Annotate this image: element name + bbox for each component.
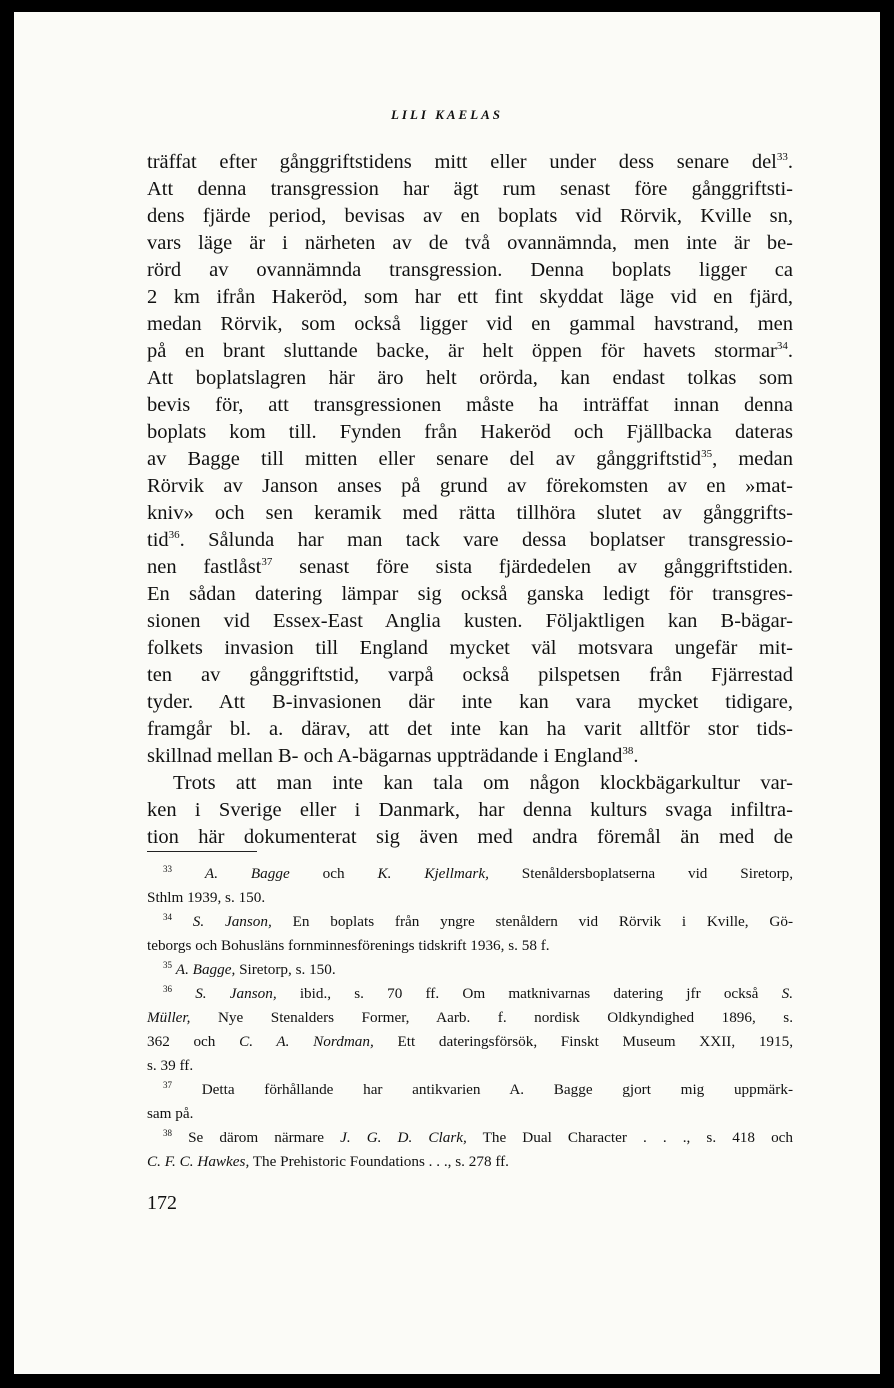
footnote-number: 33 — [163, 863, 172, 874]
footnote-line: $^{37}$ Detta förhållande har antikvarien A. Bagge gjort mig uppmärk- — [163, 1079, 794, 1098]
text-line: tion här dokumenterat sig även med andra föremål än med de — [147, 826, 793, 848]
text-line: vars läge är i närheten av de två ovannämnda, men inte är be- — [147, 232, 793, 254]
footnote-line: teborgs och Bohusläns fornminnesförenings tidskrift 1936, s. 58 f. — [147, 937, 550, 954]
text-line: medan Rörvik, som också ligger vid en gammal havstrand, men — [147, 313, 793, 335]
text-line: Trots att man inte kan tala om någon klockbägarkultur var- — [173, 772, 793, 794]
footnote-number: 35 — [163, 959, 172, 970]
footnote-line: $^{34}$ S. Janson, En boplats från yngre stenåldern vid Rörvik i Kville, Gö- — [163, 911, 793, 930]
footnote-rule — [147, 851, 257, 852]
footnote-number: 36 — [163, 983, 172, 994]
text-line: rörd av ovannämnda transgression. Denna boplats ligger ca — [147, 259, 793, 281]
text-line: ken i Sverige eller i Danmark, har denna kulturs svaga infiltra- — [147, 799, 793, 821]
footnote-line: 362 och C. A. Nordman, Ett dateringsförsök, Finskt Museum XXII, 1915, — [147, 1033, 793, 1050]
footnote-number: 37 — [163, 1079, 172, 1090]
footnote-number: 38 — [163, 1127, 172, 1138]
text-line: sionen vid Essex-East Anglia kusten. Följaktligen kan B-bägar- — [147, 610, 793, 632]
text-line: nen fastlåst$^{37}$ senast före sista fjärdedelen av gånggriftstiden. — [147, 556, 793, 578]
footnote-line: s. 39 ff. — [147, 1057, 194, 1074]
text-line: Att denna transgression har ägt rum senast före gånggriftsti- — [147, 178, 793, 200]
running-header: LILI KAELAS — [390, 107, 504, 122]
text-line: tid$^{36}$. Sålunda har man tack vare dessa boplatser transgressio- — [147, 529, 793, 551]
footnote-ref: 37 — [261, 556, 273, 569]
text-line: boplats kom till. Fynden från Hakeröd och Fjällbacka dateras — [147, 421, 793, 443]
footnote-ref: 34 — [776, 340, 788, 353]
footnote-line: $^{36}$ S. Janson, ibid., s. 70 ff. Om matknivarnas datering jfr också S. — [163, 983, 794, 1002]
footnote-ref: 36 — [168, 529, 180, 542]
text-line: 2 km ifrån Hakeröd, som har ett fint skyddat läge vid en fjärd, — [147, 286, 793, 308]
footnote-line: C. F. C. Hawkes, The Prehistoric Foundations . . ., s. 278 ff. — [147, 1153, 509, 1170]
text-line: av Bagge till mitten eller senare del av gånggriftstid$^{35}$, medan — [147, 448, 793, 470]
footnote-ref: 33 — [776, 151, 788, 164]
footnote-line: sam på. — [147, 1105, 194, 1122]
footnote-ref: 38 — [622, 745, 634, 758]
footnote-line: $^{38}$ Se därom närmare J. G. D. Clark, The Dual Character . . ., s. 418 och — [163, 1127, 793, 1146]
footnote-line: Sthlm 1939, s. 150. — [147, 889, 266, 906]
footnote-line: $^{33}$ A. Bagge och K. Kjellmark, Stenåldersboplatserna vid Siretorp, — [163, 863, 794, 882]
text-line: tyder. Att B-invasionen där inte kan vara mycket tidigare, — [147, 691, 793, 713]
text-line: Att boplatslagren här äro helt orörda, kan endast tolkas som — [147, 367, 793, 389]
page-number: 172 — [147, 1192, 177, 1214]
text-line: skillnad mellan B- och A-bägarnas uppträdande i England$^{38}$. — [147, 745, 639, 767]
body-text — [147, 149, 793, 851]
text-line: En sådan datering lämpar sig också ganska ledigt för transgres- — [147, 583, 793, 605]
footnote-number: 34 — [163, 911, 172, 922]
text-line: kniv» och sen keramik med rätta tillhöra slutet av gånggrifts- — [147, 502, 793, 524]
footnote-line: $^{35}$ A. Bagge, Siretorp, s. 150. — [163, 959, 336, 978]
footnote-ref: 35 — [701, 448, 713, 461]
text-line: folkets invasion till England mycket väl motsvara ungefär mit- — [147, 637, 793, 659]
footnotes — [147, 862, 793, 1174]
text-line: bevis för, att transgressionen måste ha inträffat innan denna — [147, 394, 793, 416]
text-line: på en brant sluttande backe, är helt öppen för havets stormar$^{34}$. — [147, 340, 793, 362]
text-line: Rörvik av Janson anses på grund av förekomsten av en »mat- — [147, 475, 793, 497]
text-line: träffat efter gånggriftstidens mitt eller under dess senare del$^{33}$. — [147, 151, 793, 173]
footnote-line: Müller, Nye Stenalders Former, Aarb. f. nordisk Oldkyndighed 1896, s. — [147, 1009, 793, 1026]
text-line: dens fjärde period, bevisas av en boplats vid Rörvik, Kville sn, — [147, 205, 793, 227]
text-line: ten av gånggriftstid, varpå också pilspetsen från Fjärrestad — [147, 664, 793, 686]
book-page — [14, 12, 880, 1374]
text-line: framgår bl. a. därav, att det inte kan ha varit alltför stor tids- — [147, 718, 793, 740]
